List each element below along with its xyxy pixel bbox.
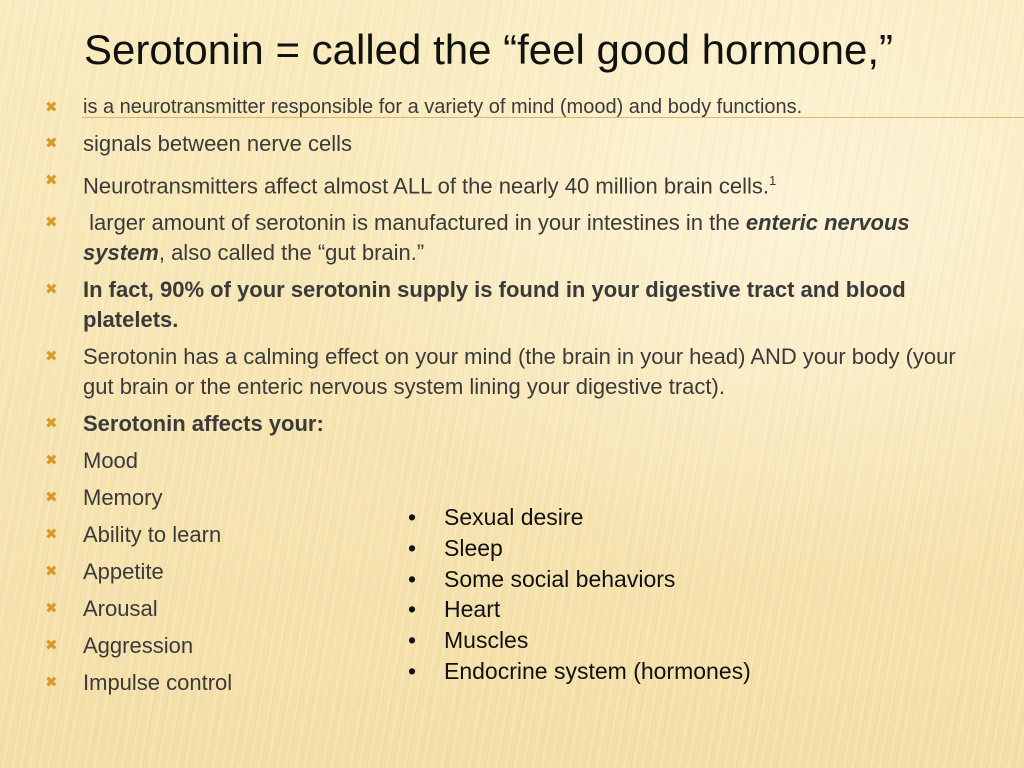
list-item-text: Arousal	[83, 596, 158, 622]
footnote-marker: 1	[769, 173, 777, 188]
list-item	[40, 208, 980, 268]
list-item	[40, 166, 980, 201]
list-item-text: Impulse control	[83, 670, 233, 696]
list-item-text: Appetite	[83, 559, 164, 585]
list-item-text: In fact, 90% of your serotonin supply is found in your digestive tract and blood platelets.	[83, 277, 906, 333]
list-item	[408, 656, 751, 687]
list-item-text: Ability to learn	[83, 522, 222, 548]
list-item-text: Aggression	[83, 633, 194, 659]
list-item	[40, 129, 980, 159]
x-bullet-icon: ✖	[45, 135, 58, 152]
list-item-text: Neurotransmitters affect almost ALL of the nearly 40 million brain cells.	[83, 173, 769, 199]
x-bullet-icon: ✖	[45, 600, 58, 618]
x-bullet-icon: ✖	[45, 452, 58, 470]
slide-title: Serotonin = called the “feel good hormone,”	[84, 26, 894, 73]
list-item	[40, 342, 980, 402]
x-bullet-icon: ✖	[45, 637, 58, 655]
x-bullet-icon: ✖	[45, 99, 58, 116]
list-item-text: Some social behaviors	[444, 565, 676, 592]
list-item-text: signals between nerve cells	[83, 131, 353, 156]
list-item-text: Sexual desire	[444, 504, 584, 530]
list-item-text: Serotonin has a calming effect on your mind (the brain in your head) AND your body (your gut brain or the enteric nervous system lining your digestive tract).	[83, 344, 956, 400]
x-bullet-icon: ✖	[45, 674, 58, 692]
dot-bullet-icon: •	[408, 657, 417, 684]
x-bullet-icon: ✖	[45, 172, 58, 189]
list-item	[40, 409, 980, 439]
list-item	[40, 446, 980, 476]
list-item	[408, 564, 751, 595]
list-item-text: Memory	[83, 485, 163, 511]
list-item	[408, 625, 751, 656]
list-item	[408, 594, 751, 625]
x-bullet-icon: ✖	[45, 526, 58, 544]
x-bullet-icon: ✖	[45, 348, 58, 366]
list-item	[40, 92, 980, 123]
x-bullet-icon: ✖	[45, 415, 58, 433]
emphasis-text: enteric nervous system	[83, 210, 910, 266]
list-item-text: Endocrine system (hormones)	[444, 657, 751, 684]
x-bullet-icon: ✖	[45, 563, 58, 581]
dot-bullet-icon: •	[408, 596, 417, 623]
list-item	[40, 275, 980, 335]
list-item-text: is a neurotransmitter responsible for a variety of mind (mood) and body functions.	[83, 96, 803, 118]
x-bullet-icon: ✖	[45, 281, 58, 299]
side-bullet-list	[408, 502, 751, 687]
x-bullet-icon: ✖	[45, 489, 58, 507]
dot-bullet-icon: •	[408, 565, 417, 592]
dot-bullet-icon: •	[408, 504, 417, 530]
list-item-text: Muscles	[444, 627, 529, 654]
dot-bullet-icon: •	[408, 534, 417, 561]
x-bullet-icon: ✖	[45, 214, 58, 232]
list-item	[408, 533, 751, 564]
dot-bullet-icon: •	[408, 627, 417, 654]
list-item-text: larger amount of serotonin is manufactured in your intestines in the	[83, 210, 746, 236]
list-item	[408, 502, 751, 533]
list-item-text: Mood	[83, 448, 139, 474]
list-item-text: Serotonin affects your:	[83, 411, 324, 437]
list-item-text: , also called the “gut brain.”	[158, 240, 425, 266]
list-item-text: Heart	[444, 596, 501, 623]
list-item-text: Sleep	[444, 534, 503, 561]
